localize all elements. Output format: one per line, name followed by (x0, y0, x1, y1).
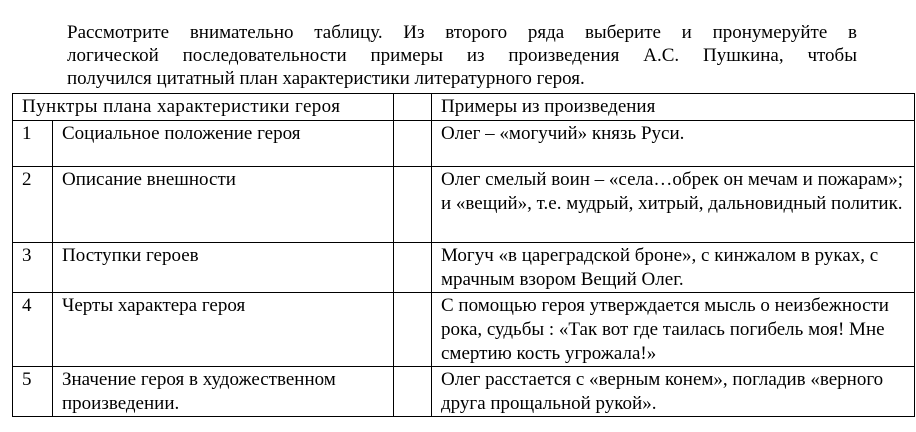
plan-item: Описание внешности (53, 167, 394, 243)
table-row (13, 167, 915, 243)
answer-cell[interactable] (394, 367, 432, 417)
table-row (13, 367, 915, 417)
example-cell: Олег смелый воин – «села…обрек он мечам и пожарам»; и «вещий», т.е. мудрый, хитрый, дальновидный политик. (432, 167, 915, 243)
table-row (13, 243, 915, 293)
instruction-line-3: получился цитатный план характеристики литературного героя. (67, 68, 585, 89)
plan-item: Значение героя в художественном произведении. (53, 367, 394, 417)
table-row (13, 121, 915, 167)
plan-item: Поступки героев (53, 243, 394, 293)
header-gap-cell (394, 94, 432, 121)
example-cell: Олег – «могучий» князь Руси. (432, 121, 915, 167)
answer-cell[interactable] (394, 167, 432, 243)
characteristic-plan-table (12, 93, 915, 417)
row-number: 1 (13, 121, 53, 167)
answer-cell[interactable] (394, 121, 432, 167)
table-row (13, 293, 915, 367)
row-number: 5 (13, 367, 53, 417)
instruction-line-2: логической последовательности примеры из произведения А.С. Пушкина, чтобы (67, 45, 857, 66)
row-number: 4 (13, 293, 53, 367)
example-cell: Могуч «в цареградской броне», с кинжалом в руках, с мрачным взором Вещий Олег. (432, 243, 915, 293)
instruction-text (67, 21, 857, 90)
example-cell: С помощью героя утверждается мысль о неизбежности рока, судьбы : «Так вот где таилась погибель моя! Мне смертию кость угрожала!» (432, 293, 915, 367)
instruction-line-1: Рассмотрите внимательно таблицу. Из второго ряда выберите и пронумеруйте в (67, 22, 857, 43)
header-examples: Примеры из произведения (432, 94, 915, 121)
table-header-row (13, 94, 915, 121)
example-cell: Олег расстается с «верным конем», погладив «верного друга прощальной рукой». (432, 367, 915, 417)
answer-cell[interactable] (394, 293, 432, 367)
plan-item: Черты характера героя (53, 293, 394, 367)
row-number: 2 (13, 167, 53, 243)
row-number: 3 (13, 243, 53, 293)
answer-cell[interactable] (394, 243, 432, 293)
header-plan-items: Пунктры плана характеристики героя (13, 94, 394, 121)
plan-item: Социальное положение героя (53, 121, 394, 167)
